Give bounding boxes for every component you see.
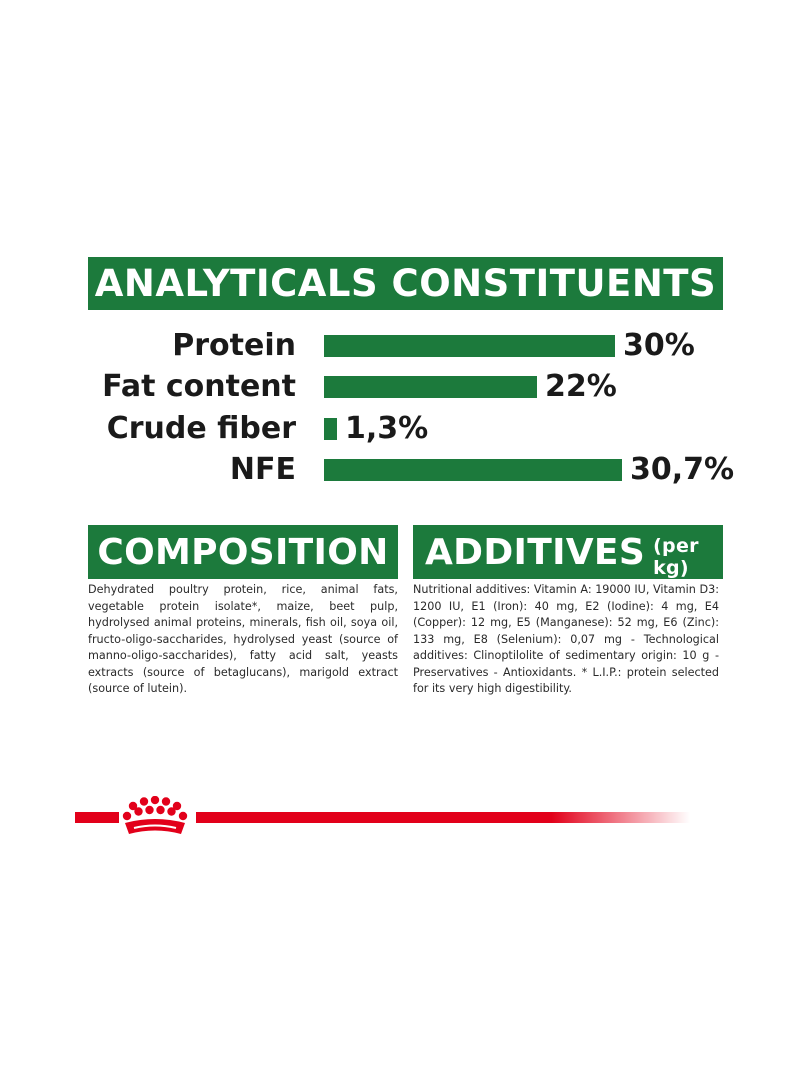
row-label-protein: Protein [172, 328, 296, 363]
bar-nfe [324, 459, 622, 481]
bar-protein [324, 335, 615, 357]
additives-subtitle: (per kg) [653, 535, 699, 579]
analyticals-title: ANALYTICALS CONSTITUENTS [94, 262, 717, 305]
additives-title: ADDITIVES [425, 531, 646, 573]
royal-canin-crown-icon [119, 796, 191, 838]
bar-fiber [324, 418, 337, 440]
brand-line-left [75, 812, 119, 823]
analyticals-banner [88, 257, 723, 310]
additives-banner [413, 525, 723, 579]
row-label-nfe: NFE [229, 452, 296, 487]
composition-text: Dehydrated poultry protein, rice, animal fats, vegetable protein isolate*, maize, beet pulp, hydrolysed animal proteins, minerals, fish oil, soya oil, fructo-oligo-saccharides, hydrolysed yeast (source of manno-oligo-saccharides), fatty acid salt, yeasts extracts (source of betaglucans), marigold extract (source of lutein). [88, 583, 398, 695]
additives-text: Nutritional additives: Vitamin A: 19000 IU, Vitamin D3: 1200 IU, E1 (Iron): 40 mg, E2 (Iodine): 4 mg, E4 (Copper): 12 mg, E5 (Manganese): 52 mg, E6 (Zinc): 133 mg, E8 (Selenium): 0,07 mg - Technological additives: Clinoptilolite of sedimentary origin: 10 g - Preservatives - Antioxidants. * L.I.P.: protein selected for its very high digestibility. [413, 583, 719, 695]
row-value-nfe: 30,7% [630, 452, 735, 487]
row-label-fat: Fat content [102, 369, 296, 404]
row-label-fiber: Crude fiber [106, 411, 296, 446]
row-value-fat: 22% [545, 369, 617, 404]
composition-title: COMPOSITION [97, 531, 389, 573]
row-value-fiber: 1,3% [345, 411, 429, 446]
composition-banner [88, 525, 398, 579]
brand-line-right [196, 812, 690, 823]
bar-fat [324, 376, 537, 398]
row-value-protein: 30% [623, 328, 695, 363]
